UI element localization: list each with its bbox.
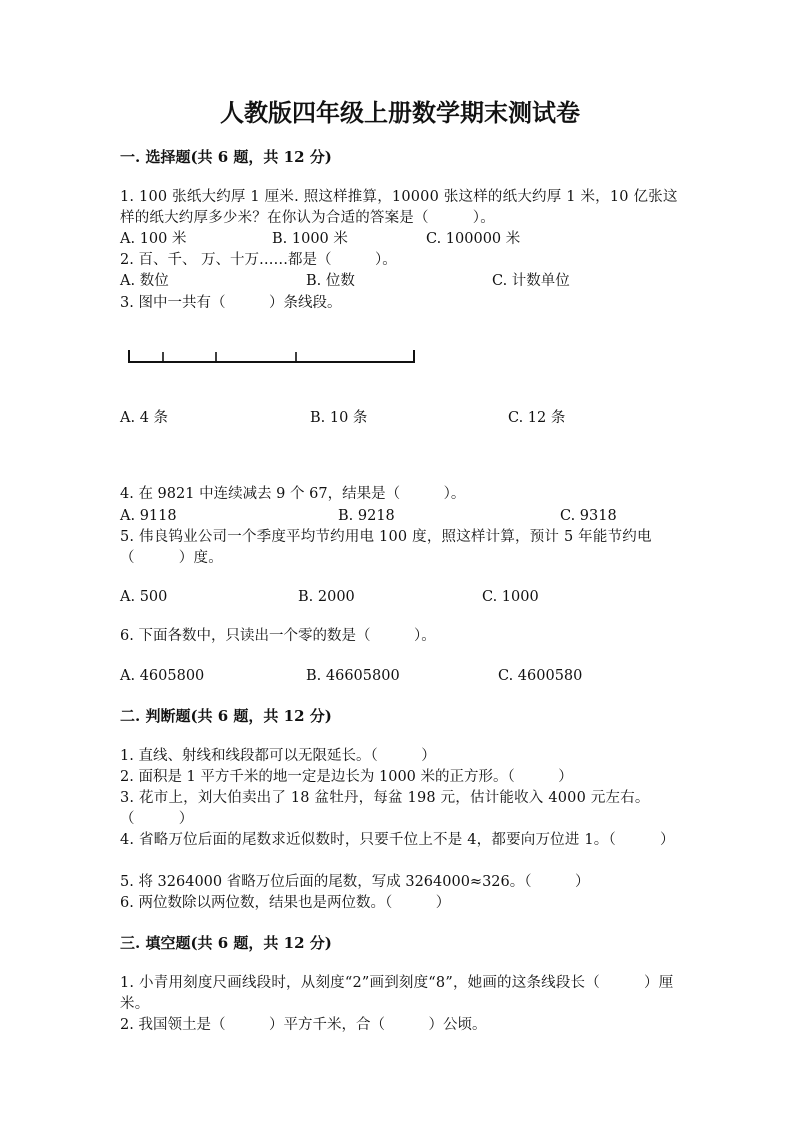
- option-c: C. 100000 米: [426, 231, 521, 247]
- option-a: A. 4605800: [120, 668, 205, 684]
- option-a: A. 100 米: [120, 231, 187, 247]
- section-heading-true-false: 二. 判断题(共 6 题，共 12 分): [120, 707, 332, 725]
- option-a: A. 4 条: [120, 410, 169, 426]
- option-a: A. 9118: [120, 508, 177, 524]
- option-b: B. 1000 米: [272, 231, 348, 247]
- question-text: 1. 100 张纸大约厚 1 厘米. 照这样推算，10000 张这样的纸大约厚 1 米，10 亿张这样的纸大约厚多少米？在你认为合适的答案是（ ）。: [120, 189, 678, 226]
- option-c: C. 12 条: [508, 410, 566, 426]
- question-text: 3. 花市上，刘大伯卖出了 18 盆牡丹，每盆 198 元，估计能收入 4000 元左右。（ ）: [120, 790, 650, 827]
- question-text: 4. 省略万位后面的尾数求近似数时，只要千位上不是 4，都要向万位进 1。（ ）: [120, 832, 675, 848]
- question-text: 5. 将 3264000 省略万位后面的尾数，写成 3264000≈326。（ ）: [120, 874, 590, 890]
- option-b: B. 2000: [298, 589, 355, 605]
- option-a: A. 数位: [120, 273, 169, 289]
- question-text: 4. 在 9821 中连续减去 9 个 67，结果是（ ）。: [120, 486, 466, 502]
- section-heading-fill-in: 三. 填空题(共 6 题，共 12 分): [120, 934, 332, 952]
- question-text: 5. 伟良钨业公司一个季度平均节约用电 100 度，照这样计算，预计 5 年能节约电（ ）度。: [120, 529, 652, 566]
- line-segment-figure: [128, 349, 418, 367]
- question-text: 1. 小青用刻度尺画线段时，从刻度“2”画到刻度“8”，她画的这条线段长（ ）厘米。: [120, 975, 674, 1012]
- question-text: 2. 面积是 1 平方千米的地一定是边长为 1000 米的正方形。（ ）: [120, 769, 573, 785]
- option-c: C. 4600580: [498, 668, 583, 684]
- option-c: C. 1000: [482, 589, 539, 605]
- option-c: C. 计数单位: [492, 273, 570, 289]
- option-b: B. 46605800: [306, 668, 400, 684]
- question-text: 6. 下面各数中，只读出一个零的数是（ ）。: [120, 628, 436, 644]
- page-title: 人教版四年级上册数学期末测试卷: [220, 98, 580, 127]
- option-b: B. 10 条: [310, 410, 368, 426]
- option-c: C. 9318: [560, 508, 617, 524]
- question-text: 6. 两位数除以两位数，结果也是两位数。（ ）: [120, 895, 451, 911]
- question-text: 1. 直线、射线和线段都可以无限延长。（ ）: [120, 748, 436, 764]
- option-b: B. 9218: [338, 508, 395, 524]
- question-text: 3. 图中一共有（ ）条线段。: [120, 295, 342, 311]
- option-a: A. 500: [120, 589, 168, 605]
- question-text: 2. 百、千、 万、十万……都是（ ）。: [120, 252, 397, 268]
- question-text: 2. 我国领土是（ ）平方千米，合（ ）公顷。: [120, 1017, 487, 1033]
- section-heading-multiple-choice: 一. 选择题(共 6 题，共 12 分): [120, 148, 332, 166]
- option-b: B. 位数: [306, 273, 355, 289]
